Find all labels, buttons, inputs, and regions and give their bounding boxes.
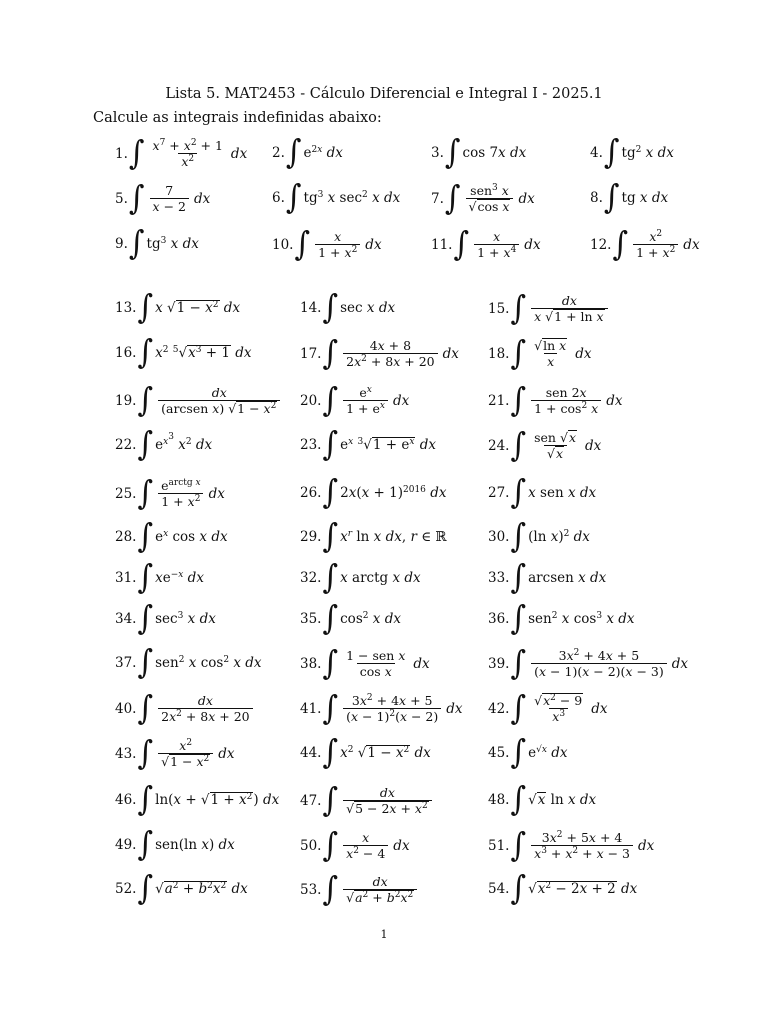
problem-14: 14. ∫ sec x dx	[300, 288, 396, 327]
integral-sign: ∫	[612, 224, 629, 264]
instructions: Calcule as integrais indefinidas abaixo:	[93, 110, 382, 126]
integral-sign: ∫	[322, 688, 339, 728]
problem-23: 23. ∫ $e^x$ $^3√1 + e^x$ dx	[300, 425, 436, 464]
integral-sign: ∫	[294, 224, 311, 264]
integral-sign: ∫	[137, 733, 154, 773]
problem-number: 17.	[300, 345, 322, 362]
integral-sign: ∫	[322, 733, 339, 772]
problem-9: 9. ∫ $tg^3$ x dx	[115, 224, 199, 263]
problem-41: 41. ∫ $\frac{3x^2 + 4x + 5}{(x - 1)^2(x - 2)}$ dx	[300, 688, 463, 728]
integral-sign: ∫	[510, 558, 527, 597]
integral-sign: ∫	[137, 517, 154, 556]
integral-sign: ∫	[510, 288, 527, 328]
integral-sign: ∫	[510, 473, 527, 512]
problem-number: 54.	[488, 881, 510, 897]
problem-29: 29. ∫ $x^r$ ln x dx, r ∈ ℝ	[300, 517, 447, 556]
problem-number: 36.	[488, 611, 510, 627]
problem-19: 19. ∫ $\frac{dx}{(arcsen x) √1 - x^2}$	[115, 385, 283, 416]
integral-sign: ∫	[137, 825, 154, 864]
integral-sign: ∫	[322, 869, 339, 909]
problem-3: 3. ∫ cos 7x dx	[431, 133, 527, 172]
integral-sign: ∫	[322, 599, 339, 638]
integral-sign: ∫	[510, 643, 527, 683]
problem-2: 2. ∫ $e^{2x}$ dx	[272, 133, 343, 172]
problem-35: 35. ∫ $\cos^2 x$ dx	[300, 599, 401, 638]
integral-sign: ∫	[322, 473, 339, 512]
problem-number: 22.	[115, 437, 137, 453]
problem-17: 17. ∫ $\frac{4x + 8}{2x^2 + 8x + 20}$ dx	[300, 333, 459, 373]
integral-sign: ∫	[285, 178, 302, 217]
problem-number: 37.	[115, 655, 137, 671]
problem-22: 22. ∫ $e^{x^3}$ $x^2$ dx	[115, 425, 213, 464]
problem-number: 29.	[300, 529, 322, 545]
problem-number: 18.	[488, 345, 510, 362]
problem-number: 11.	[431, 236, 453, 253]
problem-number: 38.	[300, 655, 322, 672]
page-title: Lista 5. MAT2453 - Cálculo Diferencial e Integral I - 2025.1	[165, 86, 603, 102]
page-number: 1	[380, 928, 388, 941]
problem-43: 43. ∫ $\frac{x^2}{√1 - x^2}$ dx	[115, 733, 235, 773]
problem-number: 35.	[300, 611, 322, 627]
problem-47: 47. ∫ $\frac{dx}{√5 - 2x + x^2}$	[300, 785, 435, 816]
problem-number: 4.	[590, 145, 603, 161]
problem-number: 47.	[300, 792, 322, 809]
problem-48: 48. ∫ √x ln x dx	[488, 780, 597, 819]
problem-4: 4. ∫ $tg^2$ x dx	[590, 133, 674, 172]
problem-7: 7. ∫ $\frac{sen^3 x}{\text{√cos x}}$ dx	[431, 178, 535, 218]
problem-number: 45.	[488, 745, 510, 761]
problem-number: 34.	[115, 611, 137, 627]
integral-sign: ∫	[285, 133, 302, 172]
problem-10: 10. ∫ $\frac{x}{1 + x^2}$ dx	[272, 224, 382, 264]
integral-sign: ∫	[510, 380, 527, 420]
problem-33: 33. ∫ arcsen x dx	[488, 558, 607, 597]
integral-sign: ∫	[322, 780, 339, 820]
problem-54: 54. ∫ $√x^2 - 2x + 2$ dx	[488, 869, 638, 908]
problem-number: 40.	[115, 700, 137, 717]
integral-sign: ∫	[137, 380, 154, 420]
problem-number: 25.	[115, 485, 137, 502]
integral-sign: ∫	[137, 473, 154, 513]
problem-39: 39. ∫ $\frac{3x^2 + 4x + 5}{(x - 1)(x - 2)(x - 3)}$ dx	[488, 643, 688, 683]
integral-sign: ∫	[322, 643, 339, 683]
integral-sign: ∫	[510, 599, 527, 638]
problem-number: 16.	[115, 345, 137, 361]
problem-number: 31.	[115, 570, 137, 586]
integral-sign: ∫	[137, 333, 154, 372]
problem-number: 5.	[115, 190, 128, 207]
problem-number: 1.	[115, 145, 128, 162]
problem-6: 6. ∫ $tg^3$ x $\sec^2 x$ dx	[272, 178, 401, 217]
fraction: $\frac{x^7 + x^2 + 1}{x^2}$	[152, 138, 223, 169]
problem-number: 42.	[488, 700, 510, 717]
problem-number: 51.	[488, 837, 510, 854]
problem-15: 15. ∫ $\frac{dx}{\text{x √1 + ln x}}$	[488, 293, 611, 324]
problem-5: 5. ∫ $\frac{7}{x - 2}$ dx	[115, 178, 211, 218]
integral-sign: ∫	[510, 780, 527, 819]
integral-sign: ∫	[603, 178, 620, 217]
problem-number: 50.	[300, 837, 322, 854]
problem-30: 30. ∫ (ln x)$^2$ dx	[488, 517, 590, 556]
problem-number: 15.	[488, 300, 510, 317]
problem-number: 12.	[590, 236, 612, 253]
problem-24: 24. ∫ $\frac{\text{sen √x}}{√x}$ dx	[488, 425, 602, 465]
problem-26: 26. ∫ $2x(x + 1)^{2016}$ dx	[300, 473, 447, 512]
problem-number: 21.	[488, 392, 510, 409]
problem-16: 16. ∫ $x^2$ $^5√x^3 + 1$ dx	[115, 333, 252, 372]
problem-13: 13. ∫ x $√1 - x^2$ dx	[115, 288, 241, 327]
problem-number: 3.	[431, 145, 444, 161]
integral-sign: ∫	[137, 599, 154, 638]
problem-53: 53. ∫ $\frac{dx}{√a^2 + b^2x^2}$	[300, 874, 420, 905]
integral-sign: ∫	[137, 780, 154, 819]
problem-number: 2.	[272, 145, 285, 161]
problem-45: 45. ∫ $e^{√x}$ dx	[488, 733, 568, 772]
problem-number: 13.	[115, 300, 137, 316]
integral-sign: ∫	[322, 825, 339, 865]
problem-number: 49.	[115, 837, 137, 853]
problem-52: 52. ∫ $√a^2 + b^2x^2$ dx	[115, 869, 248, 908]
integral-sign: ∫	[128, 224, 145, 263]
problem-20: 20. ∫ $\frac{e^x}{1 + e^x}$ dx	[300, 380, 410, 420]
integral-sign: ∫	[322, 380, 339, 420]
problem-number: 23.	[300, 437, 322, 453]
problem-number: 48.	[488, 792, 510, 808]
problem-40: 40. ∫ $\frac{dx}{2x^2 + 8x + 20}$	[115, 693, 256, 724]
problem-number: 28.	[115, 529, 137, 545]
problem-number: 33.	[488, 570, 510, 586]
problem-number: 27.	[488, 485, 510, 501]
problem-21: 21. ∫ $\frac{\text{sen 2x}}{1 + \cos^2 x}$ dx	[488, 380, 623, 420]
problem-12: 12. ∫ $\frac{x^2}{1 + x^2}$ dx	[590, 224, 700, 264]
integral-sign: ∫	[510, 517, 527, 556]
problem-number: 10.	[272, 236, 294, 253]
integral-sign: ∫	[322, 558, 339, 597]
integral-sign: ∫	[510, 333, 527, 373]
problem-42: 42. ∫ $\frac{√x^2 - 9}{x^3}$ dx	[488, 688, 608, 728]
integral-sign: ∫	[603, 133, 620, 172]
problem-31: 31. ∫ $xe^{-x}$ dx	[115, 558, 204, 597]
integral-sign: ∫	[510, 688, 527, 728]
integral-sign: ∫	[137, 558, 154, 597]
problem-number: 46.	[115, 792, 137, 808]
integral-sign: ∫	[137, 425, 154, 464]
problem-49: 49. ∫ sen(ln x) dx	[115, 825, 235, 864]
problem-number: 6.	[272, 190, 285, 206]
problem-number: 43.	[115, 745, 137, 762]
problem-28: 28. ∫ $e^x$ cos x dx	[115, 517, 228, 556]
integral-sign: ∫	[510, 425, 527, 465]
integral-sign: ∫	[137, 643, 154, 682]
problem-number: 44.	[300, 745, 322, 761]
integral-sign: ∫	[137, 688, 154, 728]
problem-27: 27. ∫ x sen x dx	[488, 473, 597, 512]
integral-sign: ∫	[137, 869, 154, 908]
problem-number: 26.	[300, 485, 322, 501]
problem-number: 30.	[488, 529, 510, 545]
integral-sign: ∫	[510, 825, 527, 865]
problem-46: 46. ∫ $\ln(x + √1 + x^2)$ dx	[115, 780, 280, 819]
problem-36: 36. ∫ sen$^2$ x $\cos^3 x$ dx	[488, 599, 635, 638]
problem-number: 8.	[590, 190, 603, 206]
problem-32: 32. ∫ x arctg x dx	[300, 558, 421, 597]
problem-11: 11. ∫ $\frac{x}{1 + x^4}$ dx	[431, 224, 541, 264]
problem-51: 51. ∫ $\frac{3x^2 + 5x + 4}{x^3 + x^2 + x - 3}$ dx	[488, 825, 655, 865]
problem-number: 20.	[300, 392, 322, 409]
problem-34: 34. ∫ $\sec^3 x$ dx	[115, 599, 216, 638]
integral-sign: ∫	[322, 333, 339, 373]
problem-number: 24.	[488, 437, 510, 454]
integral-sign: ∫	[510, 869, 527, 908]
integral-sign: ∫	[444, 133, 461, 172]
problem-18: 18. ∫ $\frac{\text{√ln x}}{x}$ dx	[488, 333, 592, 373]
integral-sign: ∫	[128, 178, 145, 218]
problem-44: 44. ∫ $x^2$ $√1 - x^2$ dx	[300, 733, 431, 772]
problem-number: 14.	[300, 300, 322, 316]
integral-sign: ∫	[322, 288, 339, 327]
problem-8: 8. ∫ tg x dx	[590, 178, 669, 217]
problem-number: 19.	[115, 392, 137, 409]
problem-38: 38. ∫ $\frac{\text{1 − sen x}}{\text{cos x}}$ dx	[300, 643, 430, 683]
integral-sign: ∫	[322, 425, 339, 464]
problem-number: 9.	[115, 236, 128, 252]
problem-number: 53.	[300, 881, 322, 898]
problem-1: 1. ∫ $\frac{x^7 + x^2 + 1}{x^2}$ dx	[115, 133, 248, 173]
problem-25: 25. ∫ $\frac{e^{arctg x}}{1 + x^2}$ dx	[115, 473, 225, 513]
integral-sign: ∫	[322, 517, 339, 556]
integral-sign: ∫	[444, 178, 461, 218]
integral-sign: ∫	[510, 733, 527, 772]
problem-37: 37. ∫ sen$^2$ x $\cos^2 x$ dx	[115, 643, 262, 682]
problem-number: 7.	[431, 190, 444, 207]
problem-number: 32.	[300, 570, 322, 586]
integral-sign: ∫	[453, 224, 470, 264]
integral-sign: ∫	[128, 133, 145, 173]
problem-number: 39.	[488, 655, 510, 672]
problem-number: 41.	[300, 700, 322, 717]
problem-50: 50. ∫ $\frac{x}{x^2 - 4}$ dx	[300, 825, 410, 865]
integral-sign: ∫	[137, 288, 154, 327]
problem-number: 52.	[115, 881, 137, 897]
